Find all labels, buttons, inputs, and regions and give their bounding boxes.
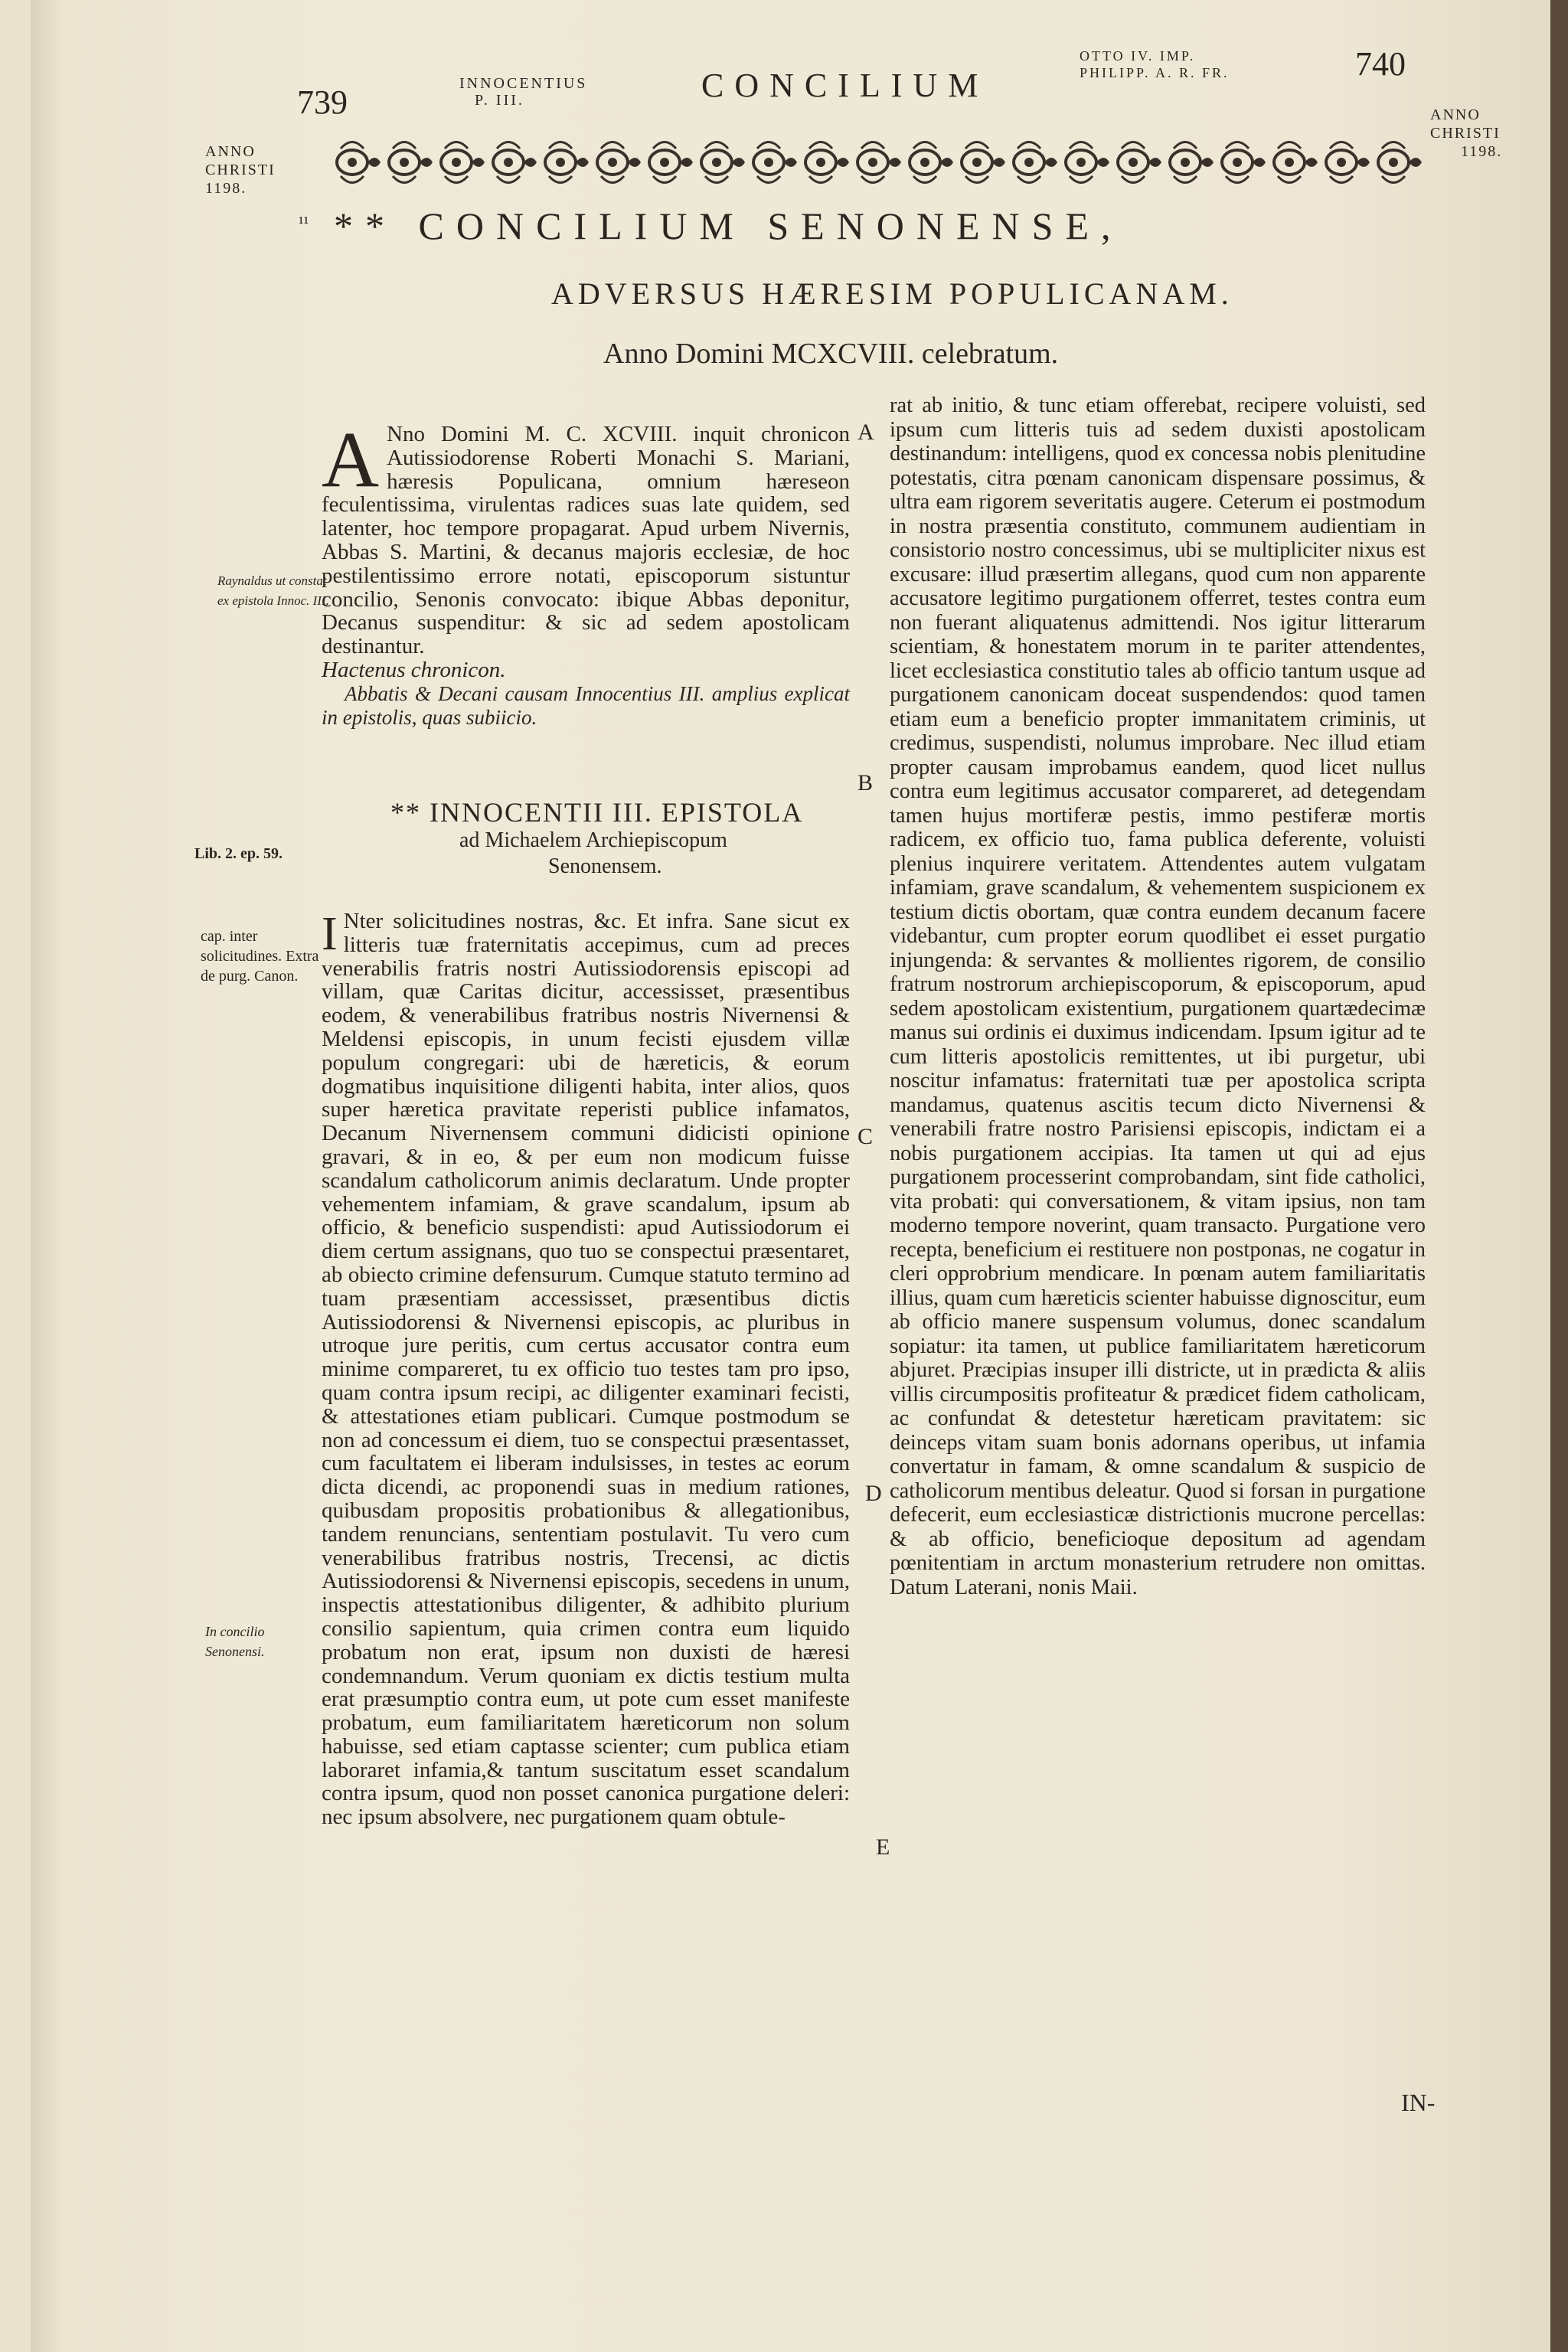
page-number-left: 739 [297, 83, 348, 121]
drop-cap-a: A [322, 416, 380, 504]
anno-left-line1: ANNO [205, 143, 256, 160]
marker-c: C [858, 1124, 874, 1149]
intro-paragraph [322, 416, 850, 659]
epistola-subtitle-1: ad Michaelem Archiepiscopum [459, 828, 727, 852]
running-head-right [1080, 47, 1230, 81]
left-column-intro [322, 416, 850, 729]
epistola-subtitle-2: Senonensem. [548, 854, 662, 878]
anno-right [1430, 106, 1502, 161]
marker-a: A [858, 420, 874, 445]
subtitle-anno: Anno Domini MCXCVIII. celebratum. [603, 338, 1059, 370]
epistola-title: ** INNOCENTII III. EPISTOLA [390, 797, 804, 828]
book-page [31, 0, 1550, 2352]
marker-e: E [876, 1834, 890, 1860]
margin-note-concilio: In concilio Senonensi. [205, 1624, 265, 1659]
abbatis-paragraph: Abbatis & Decani causam Innocentius III. amplius explicat in epistolis, quas subiicio. [322, 681, 850, 729]
running-head-left-line2: P. III. [475, 92, 524, 109]
anno-left [205, 142, 276, 198]
drop-cap-i: I [322, 908, 338, 960]
left-column-epistola [322, 910, 850, 1829]
hactenus-line: Hactenus chronicon. [322, 657, 506, 682]
running-head-right-line1: OTTO IV. IMP. [1080, 48, 1196, 64]
epistola-text: Nter solicitudines nostras, &c. Et infra. Sane sicut ex litteris tuæ fraternitatis accepimus, cum ad preces venerabilis fratris nostri Autissiodorensis episcopi ad villam, quæ Caritas dicitur, accessisset, præsentibus eodem, & venerabilibus fratribus nostris Nivernensi & Meldensi episcopis, in unum fecisti ejusdem villæ populum congregari: ubi de hæreticis, & eorum dogmatibus inquisitione diligenti habita, inter alios, quos super hæretica pravitate reperisti publice infamatos, Decanum Nivernensem communi didicisti opinione gravari, & in eo, & per eum non modicum fuisse scandalum catholicorum animis declaratum. Unde propter vehementem infamiam, & grave scandalum, ipsum ab officio, & beneficio suspendisti: apud Autissiodorum ei diem certum assignans, quo tuo se conspectui præsentaret, ab obiecto crimine defensurum. Cumque statuto termino ad tuam præsentiam accessisset, præsentibus dictis Autissiodorensi & Nivernensi episcopis, ac pluribus in utroque jure peritis, cum certus accusator contra eum minime compareret, tu ex officio tuo testes tam pro ipso, quam contra ipsum recipi, ac diligenter examinari fecisti, & attestationes etiam publicari. Cumque postmodum se non ad concessum ei diem, tuo se conspectui præsentasset, cum facultatem ei liberam indulsisses, in testes ac eorum dicta dicendi, ac proponendi suas in medium rationes, quibusdam propositis probationibus & allegationibus, tandem renuncians, sententiam postulavit. Tu vero cum venerabilibus fratribus nostris, Trecensi, ac dictis Autissiodorensi & Nivernensi episcopis, secedens in unum, inspectis attestationibus diligenter, & adhibito plurium consilio sapientum, quia crimen contra eum liquido probatum non erat, ipsum non duxisti de hæresi condemnandum. Verum quoniam ex dictis testium multa erat præsumptio contra eum, ut pote cum esset manifeste probatum, eum familiaritatem hæreticorum non solum habuisse, sed etiam captasse scienter; cum publica etiam laboraret infamia,& tantum suscitatum esset scandalum contra ipsum, quod non posset canonica purgatione deleri: nec ipsum absolvere, nec purgationem quam obtule- [322, 909, 850, 1830]
running-head-left-line1: INNOCENTIUS [459, 75, 588, 92]
title-mark: ¹¹ [299, 213, 309, 232]
main-title: ** CONCILIUM SENONENSE, [334, 204, 1123, 247]
page-number-right: 740 [1355, 45, 1406, 83]
ornament-band [333, 132, 1439, 193]
epistola-body [322, 910, 850, 1829]
marker-d: D [865, 1481, 882, 1506]
catchword: IN- [1401, 2089, 1436, 2116]
anno-left-line3: 1198. [205, 180, 247, 197]
right-column [890, 394, 1426, 1599]
marker-b: B [858, 770, 874, 795]
running-head-center: CONCILIUM [701, 67, 989, 104]
running-head-right-line2: PHILIPP. A. R. FR. [1080, 65, 1230, 80]
anno-right-line2: CHRISTI [1430, 125, 1501, 142]
margin-note-lib: Lib. 2. ep. 59. [194, 845, 283, 862]
ornament-glyphs [337, 142, 1422, 183]
book-edge [1550, 0, 1568, 2352]
running-head-left [459, 75, 587, 109]
anno-right-line3: 1198. [1461, 143, 1503, 160]
margin-note-raynaldus: Raynaldus ut constat ex epistola Innoc. III. [217, 573, 329, 608]
anno-right-line1: ANNO [1430, 106, 1481, 123]
margin-note-cap: cap. inter solicitudines. Extra de purg. Canon. [201, 928, 319, 985]
right-column-text: rat ab initio, & tunc etiam offerebat, recipere voluisti, sed ipsum cum litteris tuis ad sedem duxisti apostolicam destinandum: intelligens, quod ex concessa nobis plenitudine potestatis, citra pœnam canonicam dispensare possimus, & ultra eam rigorem severitatis augere. Ceterum ei postmodum in nostra præsentia constituto, communem audientiam in consistorio nostro concessimus, ubi se multipliciter nixus est excusare: illud præsertim allegans, quod cum non apparente accusatore legitimo purgationem offerret, testes contra eum non fuerant aliquatenus admittendi. Nos igitur litterarum scientiam, & honestatem morum in te pariter attendentes, licet ecclesiastica constitutio tales ab officio tantum usque ad purgationem canonicam doceat suspendendos: quod tamen etiam eum a beneficio propter immanitatem criminis, ut credimus, suspendisti, nolumus improbare. Nec illud etiam propter causam improbamus eandem, quod licet nullus contra eum legitimus accusator compareret, ad detegendam tamen hujus mortiferæ pestis, immo pestiferæ mortis radicem, ex officio tuo, fama publica deferente, voluisti plenius inquirere veritatem. Attendentes autem vulgatam infamiam, grave scandalum, & vehementem suspicionem ex testium dictis obortam, quæ contra eundem decanum facere videbantur, cum propter eorum quodlibet ei esset purgatio injungenda: & servantes & mollientes rigorem, de consilio fratrum nostrorum archiepiscoporum, & episcoporum, apud sedem apostolicam existentium, purgationem quartædecimæ manus sui ordinis ei duximus indicendam. Ipsum igitur ad te cum litteris apostolicis remittentes, ut ibi purgetur, ubi noscitur infamatus: fraternitati tuæ per apostolica scripta mandamus, quatenus ascitis tecum dicto Nivernensi & venerabili fratre nostro Parisiensi episcopis, indictam ei a nobis purgationem accipias. Ita tamen ut qui ad ejus purgationem processerint comprobandam, sint fide catholici, vita probati: qui conversationem, & vitam ipsius, non tam moderno tempore noverint, quam transacto. Purgatione vero recepta, beneficium ei restituere non postponas, ne cogatur in cleri opprobrium mendicare. In pœnam autem familiaritatis illius, quam cum hæreticis scienter habuisse dignoscitur, eum ab officio manere suspensum volumus, donec scandalum sopiatur: ita tamen, ut publice familiaritatem hæreticorum abjuret. Præcipias insuper illi districte, ut in prædicta & aliis villis circumpositis profiteatur & prædicet fidem catholicam, ac confundat & detestetur hæreticam pravitatem: sic deinceps vitam suam bonis adornans operibus, ut infamia convertatur in famam, & omne scandalum & suspicio de catholicorum mentibus deleatur. Quod si forsan in purgatione defecerit, eum ecclesiasticæ districtionis mucrone percellas: & ab officio, beneficioque depositum ad agendam pœnitentiam in arctum monasterium retrudere non omittas. Datum Laterani, nonis Maii. [890, 394, 1426, 1599]
subtitle-adversus: ADVERSUS HÆRESIM POPULICANAM. [551, 276, 1233, 311]
anno-left-line2: CHRISTI [205, 162, 276, 178]
intro-text: Nno Domini M. C. XCVIII. inquit chronicon Autissiodorense Roberti Monachi S. Mariani, hæresis Populicana, omnium hæreseon feculentissima, virulentas radices suas late quidem, sed latenter, hoc tempore propagarat. Apud urbem Nivernis, Abbas S. Martini, & decanus majoris ecclesiæ, de hoc pestilentissimo errore notati, episcoporum sistuntur concilio, Senonis convocato: ibique Abbas deponitur, Decanus suspenditur: & sic ad sedem apostolicam destinantur. [322, 422, 850, 659]
